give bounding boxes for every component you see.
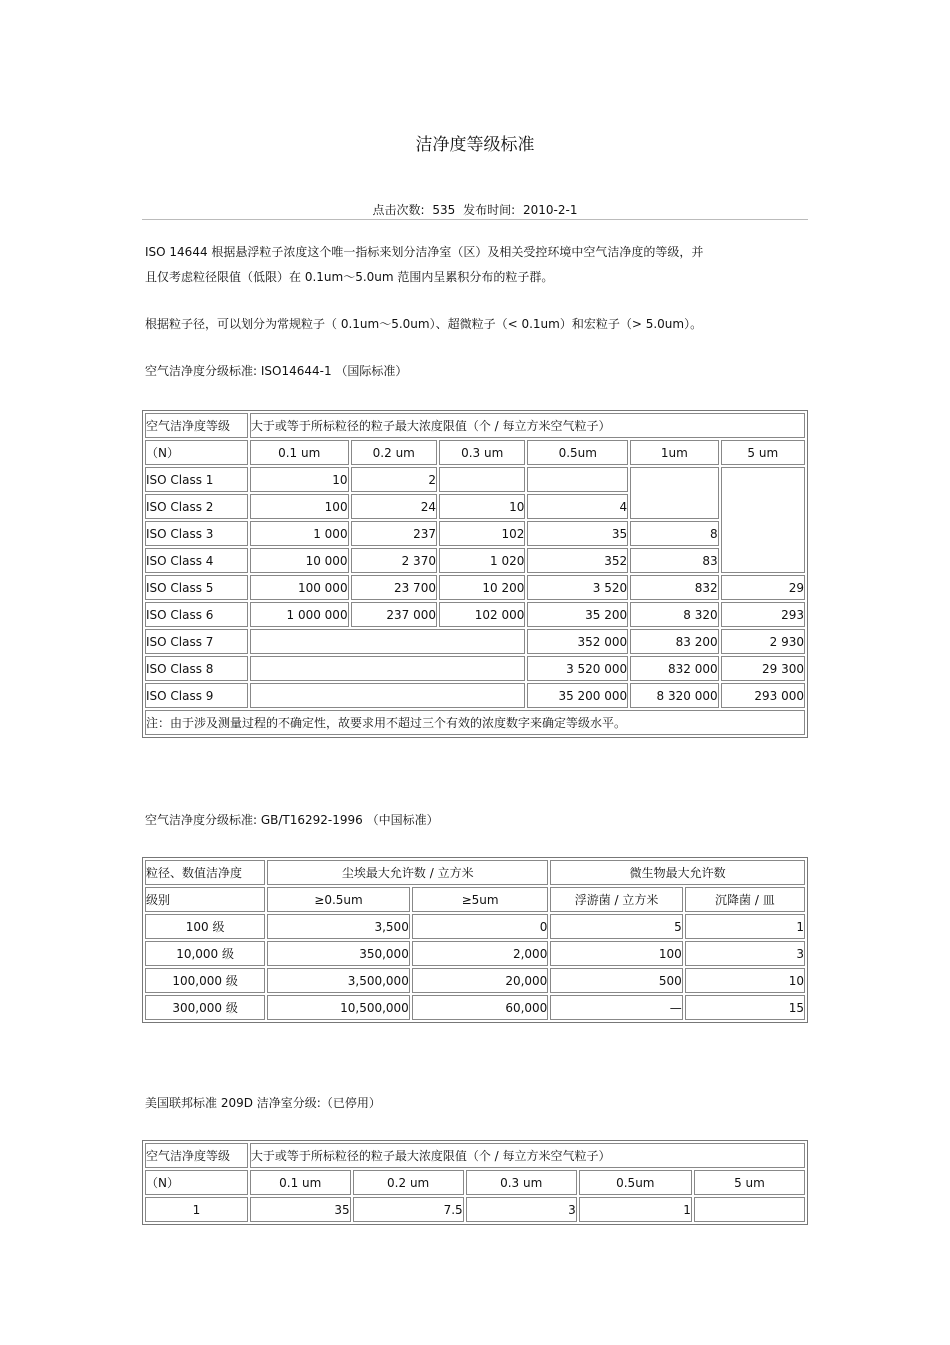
table-cell: 15: [685, 995, 805, 1020]
table-cell: 352 000: [527, 629, 628, 654]
row-label: 300,000 级: [145, 995, 265, 1020]
table-cell: 0: [412, 914, 549, 939]
row-label: ISO Class 8: [145, 656, 248, 681]
table-cell: 10: [250, 467, 349, 492]
iso-col-header: 0.2 um: [351, 440, 437, 465]
table-cell: 10 000: [250, 548, 349, 573]
us-table-heading: 美国联邦标准 209D 洁净室分级:（已停用）: [145, 1096, 381, 1110]
clicks-value: 535: [432, 203, 456, 217]
table-row: [145, 683, 805, 708]
us-class-table: [142, 1140, 808, 1225]
gb-corner-header-level: 级别: [145, 887, 265, 912]
table-cell: 237 000: [351, 602, 437, 627]
row-label: ISO Class 9: [145, 683, 248, 708]
table-cell: 2 930: [721, 629, 805, 654]
table-cell: 8 320 000: [630, 683, 718, 708]
table-cell: 100 000: [250, 575, 349, 600]
table-cell: 1 000 000: [250, 602, 349, 627]
table-row: [145, 995, 805, 1020]
us-col-header: 5 um: [694, 1170, 805, 1195]
table-cell: 83 200: [630, 629, 718, 654]
table-cell: 293 000: [721, 683, 805, 708]
table-cell: 4: [527, 494, 628, 519]
table-cell: 83: [630, 548, 718, 573]
table-cell: 352: [527, 548, 628, 573]
date-label: 发布时间:: [463, 203, 516, 217]
table-row: [145, 602, 805, 627]
gb-corner-header: 粒径、数值洁净度: [145, 860, 265, 885]
row-label: 100 级: [145, 914, 265, 939]
table-cell: 3 520 000: [527, 656, 628, 681]
table-cell-empty: [250, 629, 526, 654]
page-title: 洁净度等级标准: [415, 135, 535, 155]
table-row: [145, 548, 805, 573]
table-cell: —: [550, 995, 682, 1020]
iso-table-note: 注：由于涉及测量过程的不确定性，故要求用不超过三个有效的浓度数字来确定等级水平。: [145, 710, 805, 735]
iso-corner-header: 空气洁净度等级: [145, 413, 248, 438]
table-cell: 8 320: [630, 602, 718, 627]
us-col-header: 0.3 um: [466, 1170, 577, 1195]
table-cell: 102 000: [439, 602, 525, 627]
table-cell: 832 000: [630, 656, 718, 681]
row-label: 10,000 级: [145, 941, 265, 966]
table-cell: 100: [550, 941, 682, 966]
table-cell: 2,000: [412, 941, 549, 966]
row-label: ISO Class 3: [145, 521, 248, 546]
table-cell: 1: [685, 914, 805, 939]
table-cell: 102: [439, 521, 525, 546]
iso-table-heading: 空气洁净度分级标准: ISO14644-1 （国际标准）: [145, 364, 408, 378]
us-span-header: 大于或等于所标粒径的粒子最大浓度限值（个 / 每立方米空气粒子）: [250, 1143, 805, 1168]
header-divider: [142, 219, 808, 220]
iso-class-table: [142, 410, 808, 738]
iso-span-header: 大于或等于所标粒径的粒子最大浓度限值（个 / 每立方米空气粒子）: [250, 413, 805, 438]
gb-microbe-header: 微生物最大允许数: [550, 860, 805, 885]
article-meta: [0, 201, 950, 218]
table-cell: 8: [630, 521, 718, 546]
table-cell: 1: [579, 1197, 692, 1222]
table-row: [145, 914, 805, 939]
table-row: [145, 629, 805, 654]
table-cell: 100: [250, 494, 349, 519]
table-cell: 7.5: [353, 1197, 464, 1222]
us-corner-header-n: （N）: [145, 1170, 248, 1195]
table-cell: 1 000: [250, 521, 349, 546]
us-corner-header: 空气洁净度等级: [145, 1143, 248, 1168]
gb-col-header: 沉降菌 / 皿: [685, 887, 805, 912]
row-label: ISO Class 4: [145, 548, 248, 573]
table-cell: 500: [550, 968, 682, 993]
table-row: [145, 968, 805, 993]
date-value: 2010-2-1: [523, 203, 578, 217]
row-label: ISO Class 7: [145, 629, 248, 654]
table-cell: 10,500,000: [267, 995, 410, 1020]
iso-col-header: 0.1 um: [250, 440, 349, 465]
table-cell: [439, 467, 525, 492]
table-cell: 293: [721, 602, 805, 627]
us-col-header: 0.1 um: [250, 1170, 351, 1195]
gb-class-table: [142, 857, 808, 1023]
table-cell: 35: [250, 1197, 351, 1222]
clicks-label: 点击次数:: [372, 203, 425, 217]
table-cell: 350,000: [267, 941, 410, 966]
table-cell: 3 520: [527, 575, 628, 600]
row-label: 100,000 级: [145, 968, 265, 993]
table-cell: [694, 1197, 805, 1222]
table-cell: 60,000: [412, 995, 549, 1020]
gb-col-header: ≥0.5um: [267, 887, 410, 912]
iso-corner-header-n: （N）: [145, 440, 248, 465]
table-cell: 20,000: [412, 968, 549, 993]
table-cell: 29: [721, 575, 805, 600]
iso-col-header: 1um: [630, 440, 718, 465]
table-cell: 3,500: [267, 914, 410, 939]
table-cell: 832: [630, 575, 718, 600]
iso-col-header: 0.3 um: [439, 440, 525, 465]
table-cell: 23 700: [351, 575, 437, 600]
table-cell: 10: [439, 494, 525, 519]
table-cell-empty: [630, 467, 718, 519]
row-label: ISO Class 6: [145, 602, 248, 627]
table-cell: [527, 467, 628, 492]
row-label: ISO Class 2: [145, 494, 248, 519]
table-row: [145, 941, 805, 966]
table-cell: 2: [351, 467, 437, 492]
us-col-header: 0.5um: [579, 1170, 692, 1195]
table-cell: 35 200 000: [527, 683, 628, 708]
table-cell: 10: [685, 968, 805, 993]
table-cell: 29 300: [721, 656, 805, 681]
gb-dust-header: 尘埃最大允许数 / 立方米: [267, 860, 548, 885]
table-cell-empty: [250, 656, 526, 681]
intro-paragraph-line-2: 且仅考虑粒径限值（低限）在 0.1um～5.0um 范围内呈累积分布的粒子群。: [145, 270, 554, 284]
iso-col-header: 5 um: [721, 440, 805, 465]
row-label: ISO Class 5: [145, 575, 248, 600]
row-label: ISO Class 1: [145, 467, 248, 492]
table-cell: 237: [351, 521, 437, 546]
table-row: [145, 656, 805, 681]
table-cell: 1 020: [439, 548, 525, 573]
gb-col-header: ≥5um: [412, 887, 549, 912]
table-row: [145, 1197, 805, 1222]
row-label: 1: [145, 1197, 248, 1222]
table-cell: 2 370: [351, 548, 437, 573]
gb-col-header: 浮游菌 / 立方米: [550, 887, 682, 912]
intro-paragraph-line-1: ISO 14644 根据悬浮粒子浓度这个唯一指标来划分洁净室（区）及相关受控环境中空气洁净度的等级，并: [145, 245, 704, 259]
table-cell: 24: [351, 494, 437, 519]
iso-col-header: 0.5um: [527, 440, 628, 465]
particle-size-paragraph: 根据粒子径，可以划分为常规粒子（ 0.1um～5.0um）、超微粒子（< 0.1um）和宏粒子（> 5.0um）。: [145, 317, 703, 331]
table-row: [145, 467, 805, 492]
table-cell: 3: [685, 941, 805, 966]
table-cell: 35 200: [527, 602, 628, 627]
us-col-header: 0.2 um: [353, 1170, 464, 1195]
table-cell: 35: [527, 521, 628, 546]
table-cell: 3: [466, 1197, 577, 1222]
table-cell: 10 200: [439, 575, 525, 600]
gb-table-heading: 空气洁净度分级标准: GB/T16292-1996 （中国标准）: [145, 813, 439, 827]
table-cell-empty: [250, 683, 526, 708]
table-cell: 3,500,000: [267, 968, 410, 993]
table-row: [145, 575, 805, 600]
table-cell-empty: [721, 467, 805, 573]
table-cell: 5: [550, 914, 682, 939]
table-row: [145, 521, 805, 546]
